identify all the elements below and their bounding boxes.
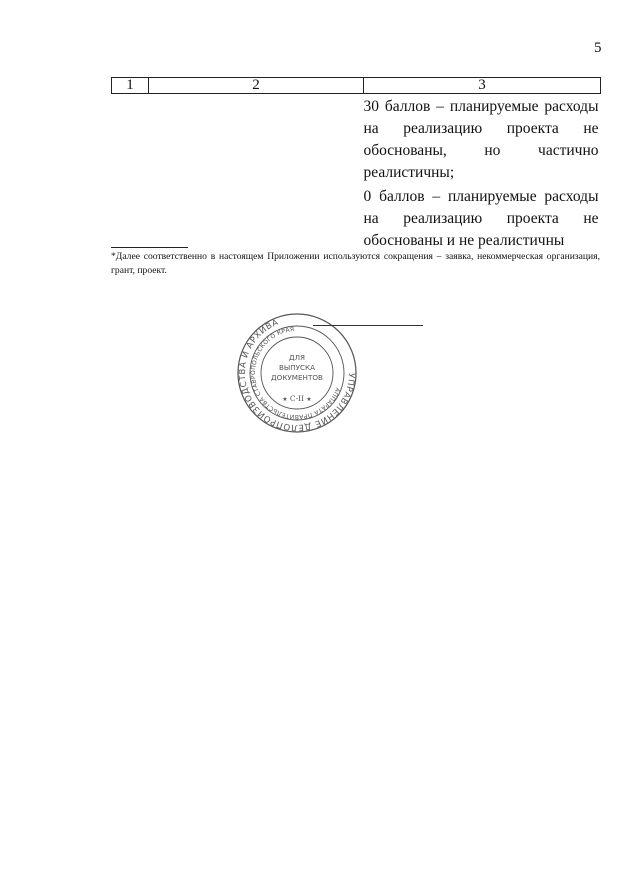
score-30-description: 30 баллов – планируемые расходы на реализацию проекта не обоснованы, но частично реалистичны; [363, 98, 599, 181]
table-cell-2 [149, 94, 364, 253]
table-row [112, 94, 601, 253]
page-number: 5 [594, 40, 602, 56]
stamp-star-right: ★ [306, 397, 312, 403]
score-0-description: 0 баллов – планируемые расходы на реализацию проекта не обоснованы и не реалистичны [363, 188, 599, 249]
table-header-row [112, 78, 601, 94]
table-cell-1 [112, 94, 149, 253]
footnote-divider [111, 247, 188, 248]
signature-line [313, 325, 423, 326]
stamp-code: С-II [289, 394, 305, 403]
column-header-1: 1 [112, 78, 149, 94]
official-stamp [236, 312, 358, 434]
stamp-center-line1: ДЛЯ [288, 353, 306, 362]
stamp-outer-text: УПРАВЛЕНИЕ ДЕЛОПРОИЗВОДСТВА И АРХИВА [237, 317, 357, 433]
column-header-3: 3 [364, 78, 601, 94]
criteria-table [111, 77, 601, 252]
stamp-star-left: ★ [282, 397, 288, 403]
footnote: *Далее соответственно в настоящем Приложении используются сокращения – заявка, некоммерческая организация, грант, проект. [111, 251, 600, 276]
stamp-center-line2: ВЫПУСКА [278, 363, 316, 372]
stamp-inner-text: АППАРАТА ПРАВИТЕЛЬСТВА СТАВРОПОЛЬСКОГО КРАЯ [249, 326, 342, 421]
table-cell-3 [364, 94, 601, 253]
column-header-2: 2 [149, 78, 364, 94]
stamp-center-line3: ДОКУМЕНТОВ [271, 373, 323, 382]
